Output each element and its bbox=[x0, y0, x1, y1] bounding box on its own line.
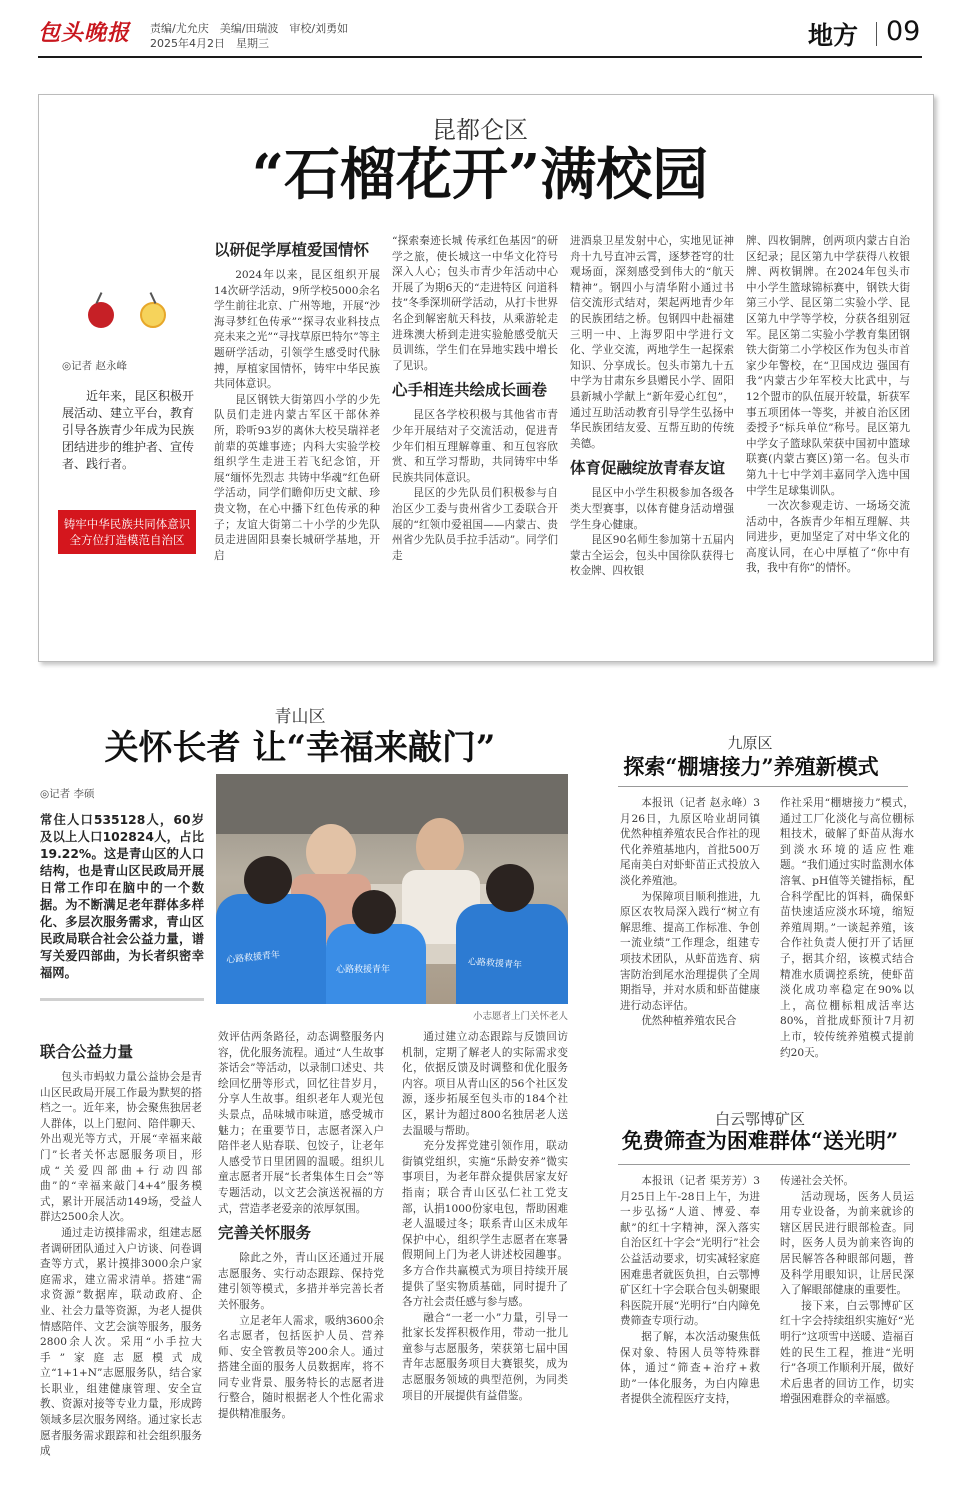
s1-column-4 bbox=[746, 234, 910, 650]
paragraph: 包头市蚂蚁力量公益协会是青山区民政局开展工作最为默契的搭档之一。近年来，协会聚焦独居老人群体，以上门慰问、陪伴聊天、外出观光等方式，开展“幸福来敲门”长者关怀志愿服务项目，形成“关爱四部曲+行动四部曲”的“幸福来敲门4+4”服务模式，累计开展活动149场，受益人群达2500余人次。 bbox=[40, 1071, 202, 1224]
s3-column-1 bbox=[620, 796, 760, 1072]
s4-column-1 bbox=[620, 1174, 760, 1474]
s1-column-2 bbox=[392, 234, 558, 650]
paragraph: 融合“一老一小”力量，引导一批家长发挥积极作用，带动一批儿童参与志愿服务，荣获第七届中国青年志愿服务项目大赛银奖，成为志愿服务领域的典型范例，为同类项目的开展提供有益借鉴。 bbox=[402, 1311, 568, 1402]
tshirt-text: 心路救援青年 bbox=[467, 957, 523, 971]
paragraph: 效评估两条路径，动态调整服务内容，优化服务流程。通过“人生故事茶话会”等活动，以录制口述史、共绘回忆册等形式，回忆往昔岁月，分享人生故事。组织老年人观光包头景点，品味城市味道，感受城市魅力；在重要节日，志愿者深入户陪伴老人贴春联、包饺子，让老年人感受节日里团圆的温暖。组织儿童志愿者开展“长者集体生日会”等专题活动，以文艺会演送祝福的方式，营造孝老爱亲的浓厚氛围。 bbox=[218, 1031, 384, 1215]
paragraph: “探索秦迹长城 传承红色基因”的研学之旅，使长城这一中华文化符号深入人心；包头市青少年活动中心开展了为期6天的“走进特区 问道科技”冬季深圳研学活动，从打卡世界名企到解密航天科技，从乘游轮走进珠澳大桥到走进实验舱感受航天员训练，学生们在异地实践中增长了见识。 bbox=[392, 235, 558, 372]
s2-headline: 关怀长者 让“幸福来敲门” bbox=[104, 728, 496, 768]
section-name: 地方 bbox=[808, 21, 859, 50]
s1-byline: ◎记者 赵永峰 bbox=[62, 360, 127, 372]
banner-line-2: 全方位打造模范自治区 bbox=[69, 533, 185, 547]
s1-subhead-3: 体育促融绽放青春友谊 bbox=[570, 459, 726, 478]
s2-column-2 bbox=[218, 1030, 384, 1472]
header-rule bbox=[38, 56, 922, 58]
s1-banner bbox=[58, 510, 196, 554]
section-divider bbox=[876, 22, 877, 46]
s3-kicker: 九原区 bbox=[727, 734, 773, 752]
header-date: 2025年4月2日 星期三 bbox=[150, 37, 269, 50]
paragraph: 进酒泉卫星发射中心，实地见证神舟十九号直冲云霄，逐梦苍穹的壮观场面，深刻感受到伟大的“航天精神”。钢四小与清华附小通过书信交流形式结对，架起两地青少年的民族团结之桥。包钢四中赴福建三明一中、上海罗阳中学进行文化、学业交流，两地学生一起探索知识、分享成长。包头市第九十五中学为甘肃东乡县赠民小学、固阳县新城小学献上“新年爱心红包”，通过互助活动教育引导学生弘扬中华民族团结友爱、互帮互助的传统美德。 bbox=[570, 235, 734, 450]
s3-column-2 bbox=[780, 796, 914, 1072]
pomegranate-yellow-icon bbox=[140, 302, 166, 328]
s2-subhead-1: 联合公益力量 bbox=[40, 1043, 134, 1061]
paragraph: 作社采用“棚塘接力”模式，通过工厂化淡化与高位棚标粗技术，破解了虾苗从海水到淡水环境的适应性难题。“我们通过实时监测水体溶氧、pH值等关键指标，配合科学配比的饵料，确保虾苗快速适应淡水环境，缩短养殖周期。”一谈起养殖，该合作社负责人便打开了话匣子，据其介绍，该模式结合精准水质调控系统，使虾苗淡化成功率稳定在90%以上，高位棚标粗成活率达80%，首批成虾预计7月初上市，较传统养殖模式提前约20天。 bbox=[780, 797, 914, 1059]
s3-rule bbox=[618, 786, 908, 787]
paragraph: 昆区中小学生积极参加各级各类大型赛事，以体育健身活动增强学生身心健康。 bbox=[570, 487, 734, 531]
child-head bbox=[244, 856, 292, 904]
child-head bbox=[486, 864, 534, 912]
elder-man bbox=[416, 818, 464, 876]
page-number: 09 bbox=[886, 16, 921, 47]
pomegranate-red-icon bbox=[88, 302, 114, 328]
s2-column-1 bbox=[40, 1042, 202, 1472]
paragraph: 本报讯（记者 赵永峰）3月26日，九原区哈业胡同镇优然种植养殖农民合作社的现代化养殖基地内，首批500万尾南美白对虾虾苗正式投放入淡化养殖池。 bbox=[620, 797, 760, 887]
paragraph: 充分发挥党建引领作用，联动街镇党组织，实施“乐龄安养”微实事项目，为老年群众提供居家友好指南；联合青山区弘仁社工党支部，认捐1000份家电包，帮助困难老人温暖过冬；联系青山区未成年保护中心，组织学生志愿者在寒暑假期间上门为老人讲述校园趣事。多方合作共赢模式为项目持续开展提供了坚实物质基础，同时提升了各方社会责任感与参与感。 bbox=[402, 1140, 568, 1309]
volunteer-photo bbox=[216, 774, 568, 1004]
s1-kicker: 昆都仑区 bbox=[432, 116, 528, 144]
s2-subhead-2: 完善关怀服务 bbox=[218, 1224, 312, 1243]
paragraph: 一次次参观走访、一场场交流活动中，各族青少年相互理解、共同进步，更加坚定了对中华文化的高度认同，在心中厚植了“你中有我，我中有你”的情怀。 bbox=[746, 500, 910, 575]
s1-intro: 近年来，昆区积极开展活动、建立平台，教育引导各族青少年成为民族团结进步的维护者、宣传者、践行者。 bbox=[62, 389, 195, 471]
paragraph: 本报讯（记者 渠芳芳）3月25日上午-28日上午，为进一步弘扬“人道、博爱、奉献”的红十字精神，深入落实自治区红十字会“光明行”社会公益活动要求，切实减轻家庭困难患者就医负担，白云鄂博矿区红十字会联合包头朝聚眼科医院开展“光明行”白内障免费筛查专项行动。 bbox=[620, 1175, 760, 1328]
paragraph: 立足老年人需求，吸纳3600余名志愿者，包括医护人员、营养师、安全管教员等200余人。通过搭建全面的服务人员数据库，将不同专业背景、服务特长的志愿者进行整合，随时根据老人个性化需求提供精准服务。 bbox=[218, 1314, 384, 1421]
masthead-logo: 包头晚报 bbox=[38, 20, 131, 46]
banner-line-1: 铸牢中华民族共同体意识 bbox=[63, 517, 191, 531]
s2-byline: ◎记者 李硕 bbox=[40, 788, 95, 800]
s4-rule bbox=[618, 1164, 910, 1165]
elder-woman bbox=[306, 824, 356, 880]
s1-headline: “石榴花开”满校园 bbox=[251, 142, 709, 208]
s1-column-3 bbox=[570, 234, 734, 650]
paragraph: 昆区的少先队员们积极参与自治区少工委与贵州省少工委联合开展的“红领巾爱祖国——内蒙古、贵州省少先队员手拉手活动”。同学们走 bbox=[392, 487, 558, 562]
header-editors: 责编/尤允庆 美编/田瑞波 审校/刘勇如 bbox=[150, 22, 349, 35]
paragraph: 传递社会关怀。 bbox=[780, 1175, 855, 1187]
tshirt-text: 心路救援青年 bbox=[225, 950, 281, 966]
s4-kicker: 白云鄂博矿区 bbox=[714, 1110, 805, 1128]
s2-column-3 bbox=[402, 1030, 568, 1472]
s2-intro-rule bbox=[40, 998, 204, 1001]
paragraph: 通过建立动态跟踪与反馈回访机制，定期了解老人的实际需求变化，依据反馈及时调整和优化服务内容。项目从青山区的56个社区发源，逐步拓展至包头市的184个社区，累计为超过800名独居老人送去温暖与帮助。 bbox=[402, 1031, 568, 1137]
photo-caption: 小志愿者上门关怀老人 bbox=[472, 1011, 568, 1022]
paragraph: 据了解，本次活动聚焦低保对象、特困人员等特殊群体，通过“筛查+治疗+救助”一体化服务，为白内障患者提供全流程医疗支持， bbox=[620, 1330, 760, 1406]
paragraph: 为保障项目顺利推进，九原区农牧局深入践行“树立有解思维、提高工作标准、争创一流业绩”工作理念，组建专项技术团队，从虾苗选育、病害防治到尾水治理提供了全周期指导，并对水质和虾苗健康进行动态评估。 bbox=[620, 890, 760, 1012]
s2-kicker: 青山区 bbox=[274, 707, 326, 727]
paragraph: 接下来，白云鄂博矿区红十字会持续组织实施好“光明行”这项雪中送暖、造福百姓的民生工程，推进“光明行”各项工作顺利开展，做好术后患者的回访工作，切实增强困难群众的幸福感。 bbox=[780, 1299, 914, 1406]
s4-headline: 免费筛查为困难群体“送光明” bbox=[621, 1128, 899, 1153]
paragraph: 优然种植养殖农民合 bbox=[641, 1015, 737, 1028]
paragraph: 昆区90名师生参加第十五届内蒙古全运会，包头中国徐队获得七枚金牌、四枚银 bbox=[570, 534, 734, 578]
paragraph: 通过走访摸排需求，组建志愿者调研团队通过入户访谈、问卷调查等方式，累计摸排3000余户家庭需求，建立需求清单。搭建“需求资源”数据库，联动政府、企业、社会力量等资源，为老人提供情感陪伴、文艺会演等服务，服务2800余人次。采用“小手拉大手”家庭志愿模式成立“1+1+N”志愿服务队，结合家长职业，组建健康管理、安全宣教、资源对接等专业力量，形成跨领域多层次服务网络。通过家长志愿者服务需求跟踪和社会组织服务成 bbox=[40, 1226, 202, 1458]
s1-subhead-2: 心手相连共绘成长画卷 bbox=[392, 381, 548, 400]
paragraph: 牌、四枚铜牌，创两项内蒙古自治区纪录；昆区第九中学获得八枚银牌、两枚铜牌。在2024年包头市中小学生篮球锦标赛中，钢铁大街第三小学、昆区第二实验小学、昆区第九中学等学校，分获各组别冠军。昆区第二实验小学教育集团钢铁大街第二小学校区作为包头市首家少年警校，在“卫国戍边 强国有我”内蒙古少年军校大比武中，与12个盟市的队伍展开较量，斩获军事五项团体一等奖，并被自治区团委授予“标兵单位”称号。昆区第九中学女子篮球队荣获中国初中篮球联赛(内蒙古赛区)第一名。包头市第九十七中学刘丰嘉同学入选中国中学生足球集训队。 bbox=[746, 235, 910, 497]
paragraph: 除此之外，青山区还通过开展志愿服务、实行动态跟踪、保持党建引领等模式，多措并举完善长者关怀服务。 bbox=[218, 1252, 384, 1311]
s3-headline: 探索“棚塘接力”养殖新模式 bbox=[623, 754, 879, 779]
tshirt-text: 心路救援青年 bbox=[336, 965, 391, 975]
s1-column-1 bbox=[214, 240, 380, 650]
paragraph: 活动现场，医务人员运用专业设备，为前来就诊的辖区居民进行眼部检查。同时，医务人员为前来咨询的居民解答各种眼部问题，普及科学用眼知识，让居民深入了解眼部健康的重要性。 bbox=[780, 1190, 914, 1297]
paragraph: 昆区各学校积极与其他省市青少年开展结对子交流活动，促进青少年们相互理解尊重、和互包容欣赏、和互学习帮助，共同铸牢中华民族共同体意识。 bbox=[392, 409, 558, 484]
s1-subhead-1: 以研促学厚植爱国情怀 bbox=[214, 241, 370, 259]
child-head bbox=[352, 890, 396, 934]
s4-column-2 bbox=[780, 1174, 914, 1474]
paragraph: 昆区钢铁大街第四小学的少先队员们走进内蒙古军区干部休养所，聆听93岁的离休大校吴瑞祥老前辈的英雄事迹；内科大实验学校组织学生走进王若飞纪念馆，开展“缅怀先烈志 共铸中华魂”红色研学活动，同学们瞻仰历史文献、珍贵文物，在心中播下红色传承的种子；友谊大街第二十小学的少先队员走进固阳县秦长城研学基地，开启 bbox=[214, 393, 380, 562]
paragraph: 2024年以来，昆区组织开展14次研学活动，9所学校5000余名学生前往北京、广州等地，开展“沙海寻梦红色传承”“探寻农业科技点亮未来之光”“寻找草原巴特尔”等主题研学活动，引领学生感受时代脉搏，厚植家国情怀，铸牢中华民族共同体意识。 bbox=[214, 269, 380, 391]
s2-intro: 常住人口535128人，60岁及以上人口102824人，占比19.22%。这是青山区的人口结构，也是青山区民政局开展日常工作印在脑中的一个数据。为不断满足老年群体多样化、多层次服务需求，青山区民政局联合社会公益力量，谱写关爱四部曲，为长者织密幸福网。 bbox=[40, 813, 204, 980]
wall-decor bbox=[216, 774, 568, 834]
